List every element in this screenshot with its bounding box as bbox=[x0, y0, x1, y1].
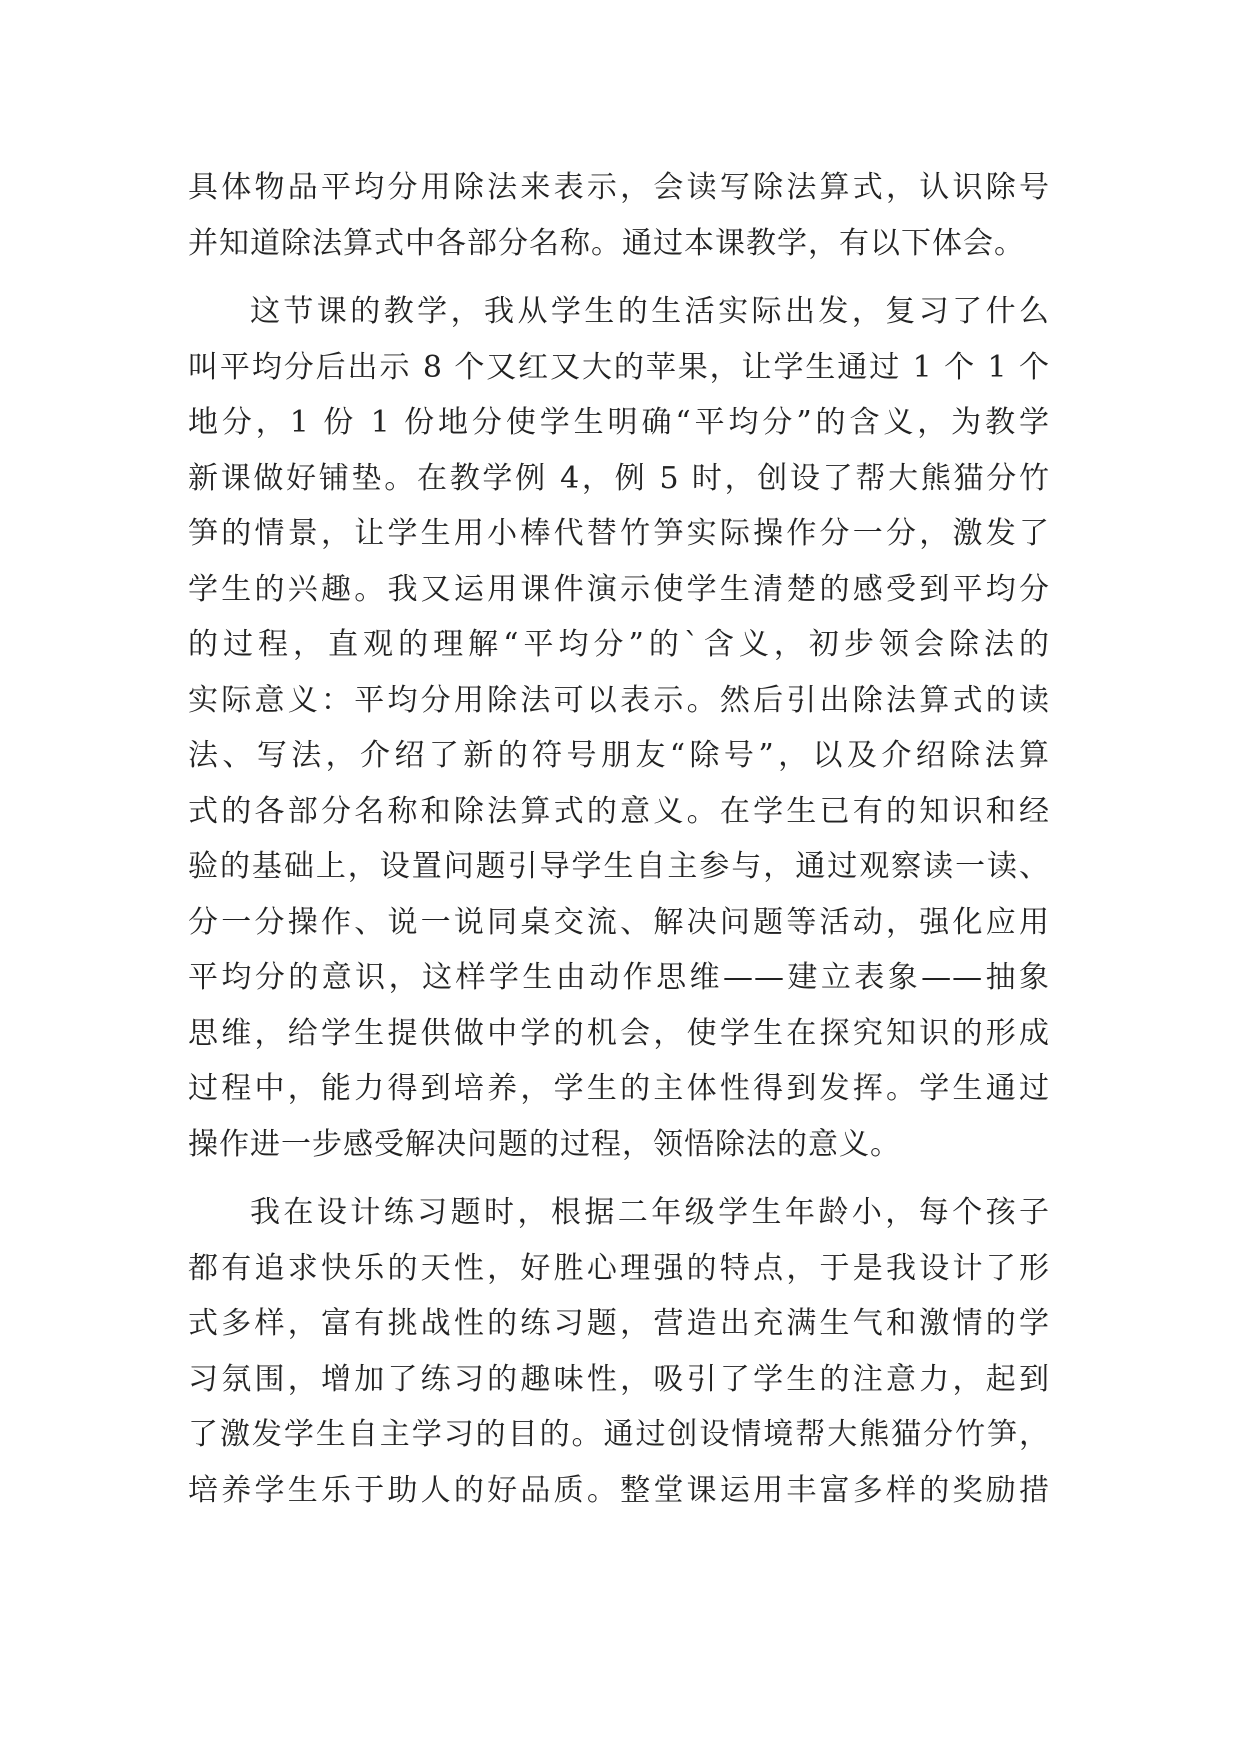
text-line: 并知道除法算式中各部分名称。通过本课教学，有以下体会。 bbox=[188, 225, 1025, 261]
text-line: 学生的兴趣。我又运用课件演示使学生清楚的感受到平均分 bbox=[188, 571, 1050, 607]
text-line: 我在设计练习题时，根据二年级学生年龄小，每个孩子 bbox=[250, 1195, 1050, 1230]
paragraph-3 bbox=[188, 1185, 1050, 1518]
text-line: 习氛围，增加了练习的趣味性，吸引了学生的注意力，起到 bbox=[188, 1361, 1050, 1397]
text-line: 分一分操作、说一说同桌交流、解决问题等活动，强化应用 bbox=[188, 904, 1050, 940]
text-line: 法、写法，介绍了新的符号朋友“除号”，以及介绍除法算 bbox=[188, 738, 1050, 773]
text-line: 式的各部分名称和除法算式的意义。在学生已有的知识和经 bbox=[188, 793, 1050, 829]
text-line: 操作进一步感受解决问题的过程，领悟除法的意义。 bbox=[188, 1126, 901, 1162]
text-line: 思维，给学生提供做中学的机会，使学生在探究知识的形成 bbox=[188, 1015, 1050, 1051]
text-line: 实际意义：平均分用除法可以表示。然后引出除法算式的读 bbox=[188, 682, 1050, 718]
text-line: 过程中，能力得到培养，学生的主体性得到发挥。学生通过 bbox=[188, 1071, 1050, 1106]
text-line: 培养学生乐于助人的好品质。整堂课运用丰富多样的奖励措 bbox=[188, 1472, 1050, 1508]
text-line: 笋的情景，让学生用小棒代替竹笋实际操作分一分，激发了 bbox=[188, 516, 1050, 551]
text-line: 的过程，直观的理解“平均分”的`含义，初步领会除法的 bbox=[188, 627, 1050, 662]
text-line: 地分，1 份 1 份地分使学生明确“平均分”的含义，为教学 bbox=[188, 405, 1050, 440]
text-line: 这节课的教学，我从学生的生活实际出发，复习了什么 bbox=[250, 294, 1050, 329]
text-line: 具体物品平均分用除法来表示，会读写除法算式，认识除号 bbox=[188, 170, 1050, 205]
text-line: 平均分的意识，这样学生由动作思维——建立表象——抽象 bbox=[188, 960, 1050, 995]
text-line: 式多样，富有挑战性的练习题，营造出充满生气和激情的学 bbox=[188, 1306, 1050, 1341]
paragraph-1 bbox=[188, 160, 1050, 271]
text-line: 都有追求快乐的天性，好胜心理强的特点，于是我设计了形 bbox=[188, 1250, 1050, 1286]
document-body bbox=[188, 160, 1050, 1518]
text-line: 新课做好铺垫。在教学例 4，例 5 时，创设了帮大熊猫分竹 bbox=[188, 460, 1050, 496]
text-line: 验的基础上，设置问题引导学生自主参与，通过观察读一读、 bbox=[188, 849, 1050, 884]
text-line: 叫平均分后出示 8 个又红又大的苹果，让学生通过 1 个 1 个 bbox=[188, 349, 1050, 385]
text-line: 了激发学生自主学习的目的。通过创设情境帮大熊猫分竹笋， bbox=[188, 1417, 1050, 1452]
paragraph-2 bbox=[188, 284, 1050, 1172]
